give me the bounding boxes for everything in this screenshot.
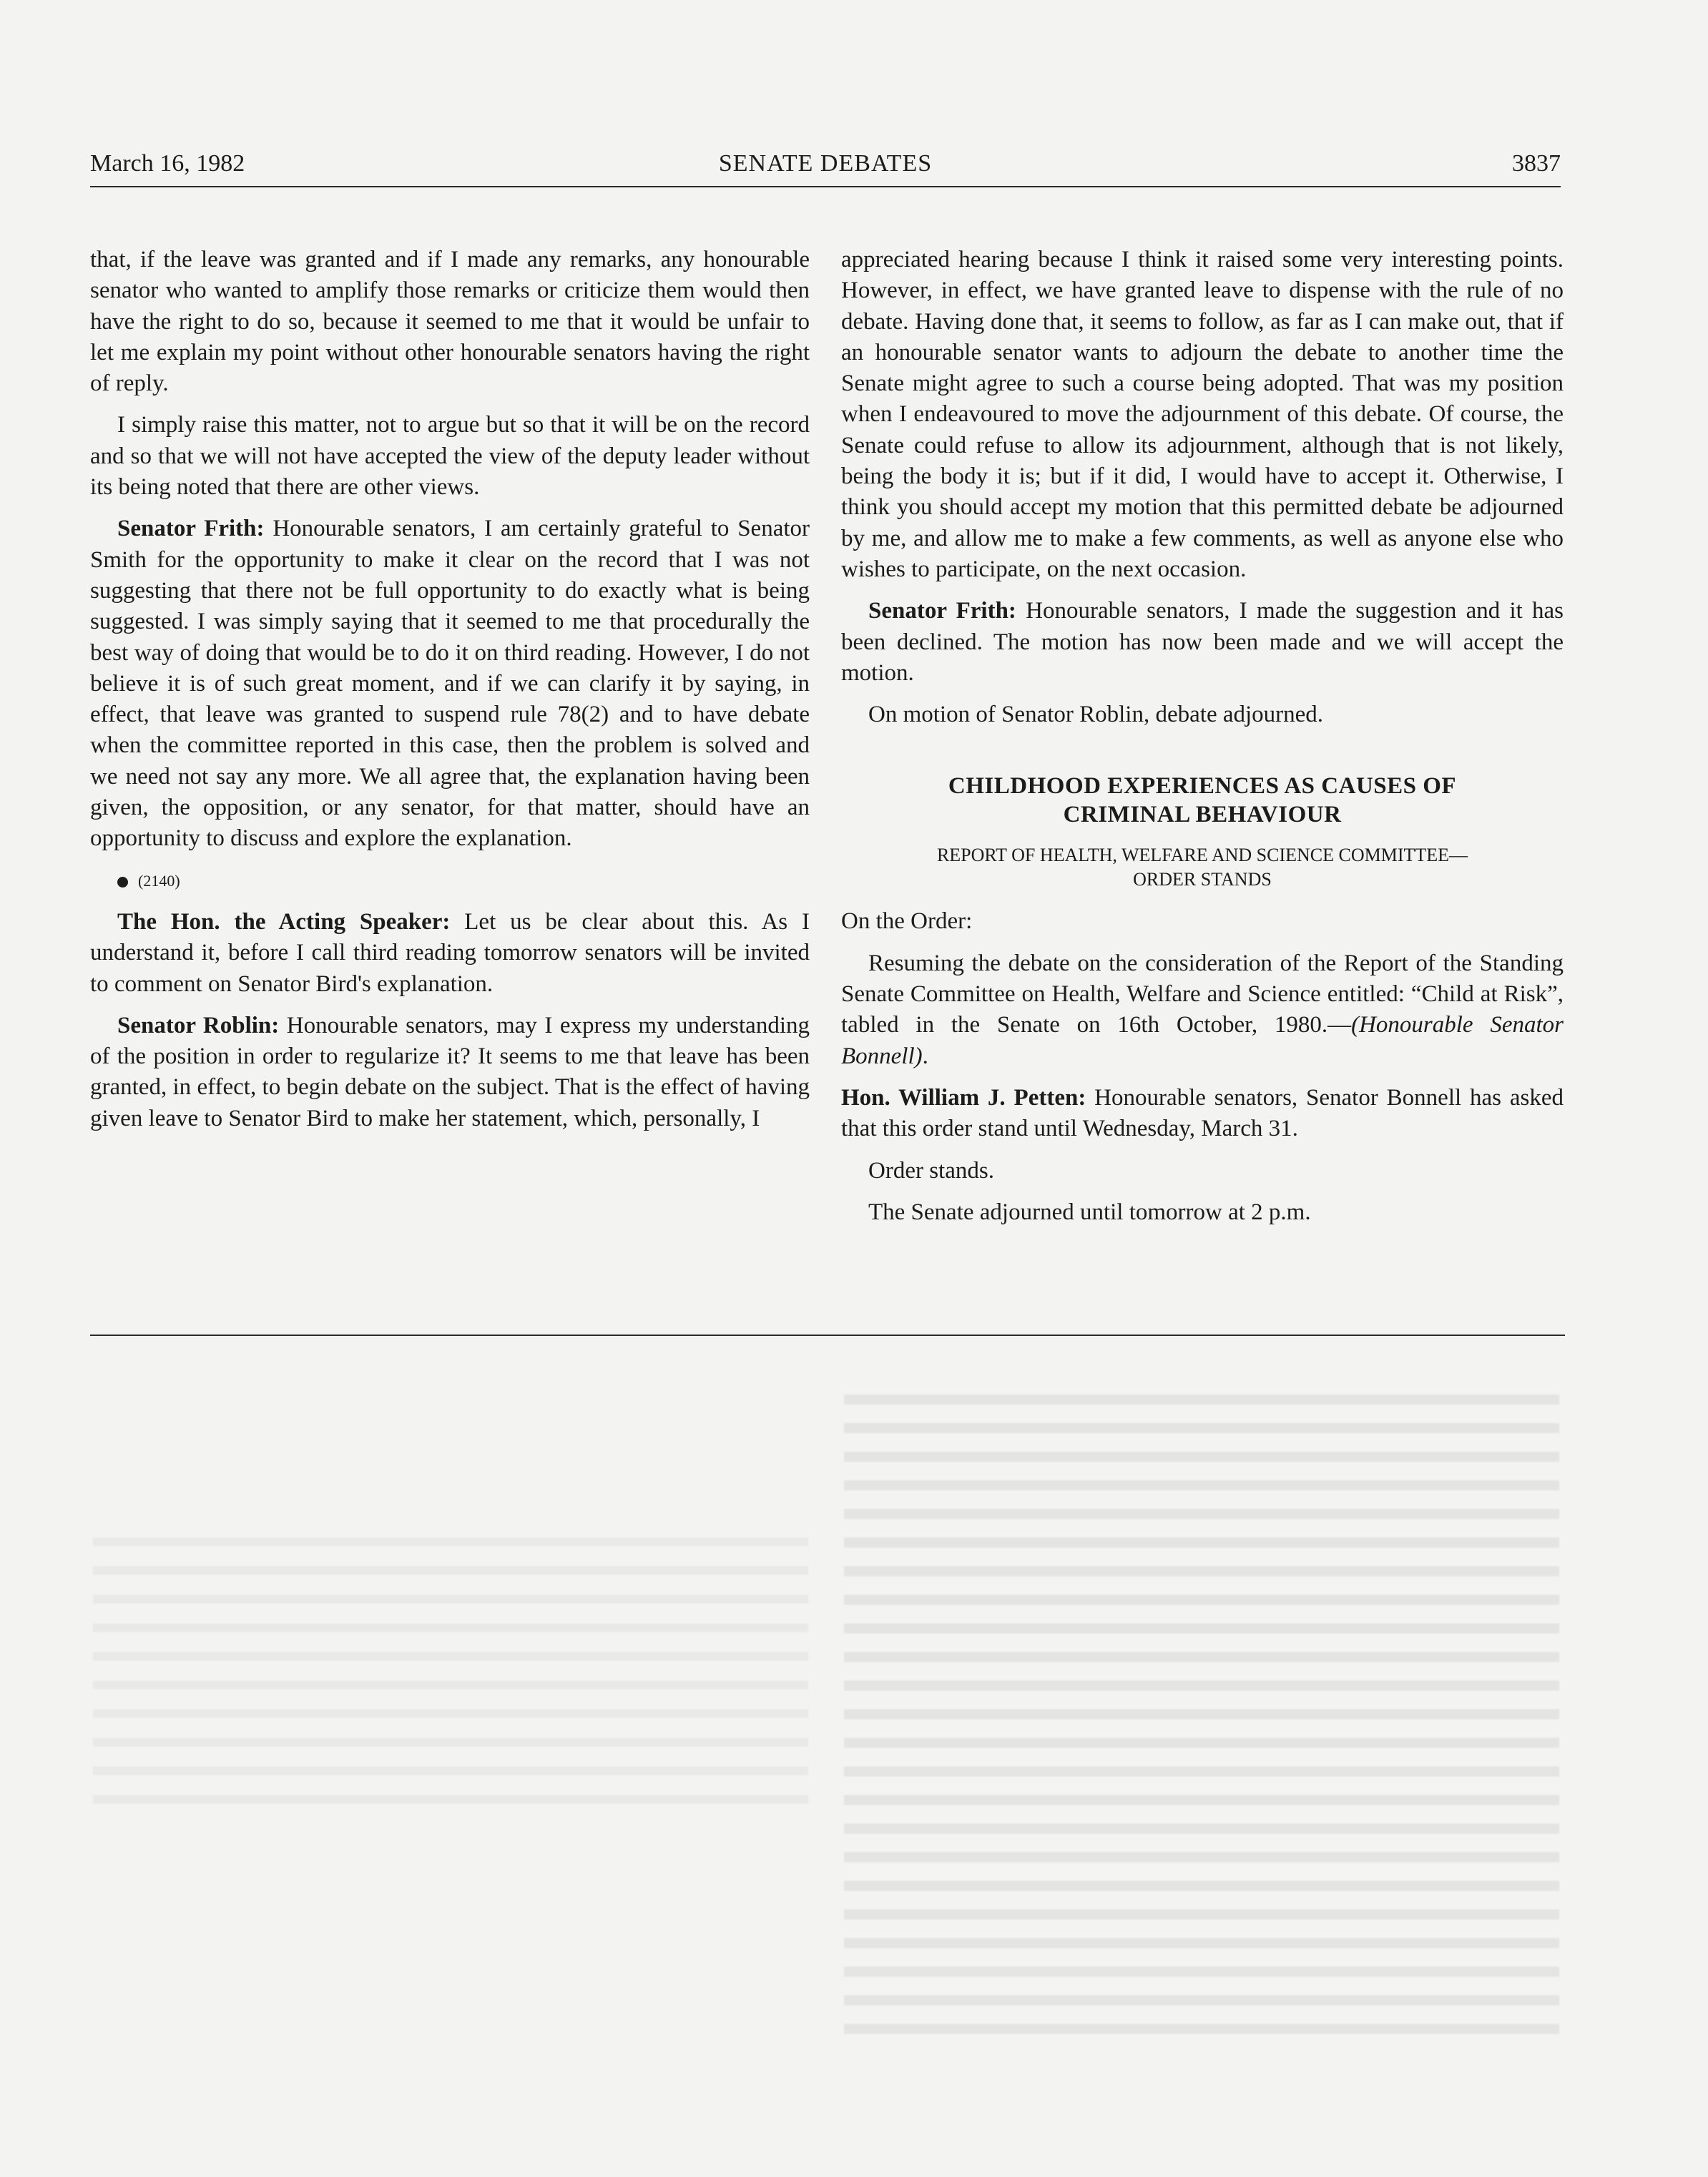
- speaker-name: The Hon. the Acting Speaker:: [117, 908, 451, 935]
- section-subheading-line: REPORT OF HEALTH, WELFARE AND SCIENCE COMMITTEE—: [936, 845, 1468, 866]
- paragraph: The Senate adjourned until tomorrow at 2 p.m.: [868, 1199, 1311, 1225]
- section-subheading-line: ORDER STANDS: [1133, 869, 1272, 890]
- section-heading: [841, 772, 1564, 829]
- speech-paragraph: [841, 596, 1564, 689]
- right-column: [841, 245, 1564, 1239]
- order-label: On the Order:: [841, 908, 973, 935]
- speech-text: Honourable senators, Senator Bonnell has asked that this order stand until Wednesday, March 31.: [841, 1084, 1564, 1142]
- bleed-through-texture-left: [93, 1538, 808, 1824]
- bottom-rule: [90, 1335, 1565, 1336]
- speech-text: Honourable senators, I am certainly grateful to Senator Smith for the opportunity to make it clear on the record that I was not suggesting that there not be full opportunity to do exactly what is being suggested. I was simply saying that it seemed to me that procedurally the best way of doing that would be to do it on third reading. However, I do not believe it is of such great moment, and if we can clarify it by saying, in effect, that leave was granted to suspend rule 78(2) and to have debate when the committee reported in this case, then the problem is solved and we need not say any more. We all agree that, the explanation having been given, the opposition, or any senator, for that matter, should have an opportunity to discuss and explore the explanation.: [90, 516, 810, 852]
- order-text-body: Resuming the debate on the consideration of the Report of the Standing Senate Committee on Health, Welfare and Science entitled: “Child at Risk”, tabled in the Senate on 16th October, 1980.—: [841, 950, 1564, 1038]
- header-date: March 16, 1982: [90, 150, 245, 177]
- bullet-icon: [117, 877, 128, 888]
- time-marker-label: (2140): [138, 871, 180, 890]
- order-text-attribution: (Honourable Senator Bonnell): [841, 1012, 1564, 1069]
- section-heading-line: CRIMINAL BEHAVIOUR: [1063, 802, 1342, 828]
- bleed-through-texture: [844, 1395, 1559, 2038]
- speech-text: Honourable senators, may I express my understanding of the position in order to regularize it? It seems to me that leave has been granted, in effect, to begin debate on the subject. That is the effect of having given leave to Senator Bird to make her statement, which, personally, I: [90, 1012, 810, 1131]
- speech-paragraph: [90, 1011, 810, 1134]
- page-header: [90, 146, 1561, 187]
- section-subheading: [841, 843, 1564, 892]
- speaker-name: Senator Roblin:: [117, 1012, 280, 1038]
- section-heading-line: CHILDHOOD EXPERIENCES AS CAUSES OF: [948, 773, 1457, 800]
- header-title: SENATE DEBATES: [718, 150, 933, 177]
- left-column: [90, 245, 810, 1145]
- time-marker: [90, 865, 810, 896]
- speaker-name: Hon. William J. Petten:: [841, 1084, 1086, 1111]
- paragraph: appreciated hearing because I think it raised some very interesting points. However, in effect, we have granted leave to dispense with the rule of no debate. Having done that, it seems to follow, as far as I can make out, that if an honourable senator wants to adjourn the debate to another time the Senate might agree to such a course being adopted. That was my position when I endeavoured to move the adjournment of this debate. Of course, the Senate could refuse to allow its adjournment, although that is not likely, being the body it is; but if it did, I would have to accept it. Otherwise, I think you should accept my motion that this permitted debate be adjourned by me, and allow me to make a few comments, as well as anyone else who wishes to participate, on the next occasion.: [841, 247, 1564, 582]
- paragraph: Order stands.: [868, 1157, 994, 1184]
- paragraph: On motion of Senator Roblin, debate adjourned.: [868, 702, 1324, 728]
- speech-text: Honourable senators, I made the suggestion and it has been declined. The motion has now been made and we will accept the motion.: [841, 598, 1564, 686]
- speaker-name: Senator Frith:: [868, 598, 1016, 624]
- paragraph: that, if the leave was granted and if I made any remarks, any honourable senator who wanted to amplify those remarks or criticize them would then have the right to do so, because it seemed to me that it would be unfair to let me explain my point without other honourable senators having the right of reply.: [90, 247, 810, 397]
- paragraph: I simply raise this matter, not to argue but so that it will be on the record and so that we will not have accepted the view of the deputy leader without its being noted that there are other views.: [90, 412, 810, 501]
- header-page-number: 3837: [1512, 150, 1561, 177]
- order-text-end: .: [922, 1043, 928, 1069]
- speech-paragraph: [841, 1083, 1564, 1145]
- order-text: [841, 948, 1564, 1072]
- speech-paragraph: [90, 907, 810, 1000]
- speaker-name: Senator Frith:: [117, 516, 265, 542]
- speech-text: Let us be clear about this. As I understand it, before I call third reading tomorrow senators will be invited to comment on Senator Bird's explanation.: [90, 908, 810, 997]
- speech-paragraph: [90, 513, 810, 854]
